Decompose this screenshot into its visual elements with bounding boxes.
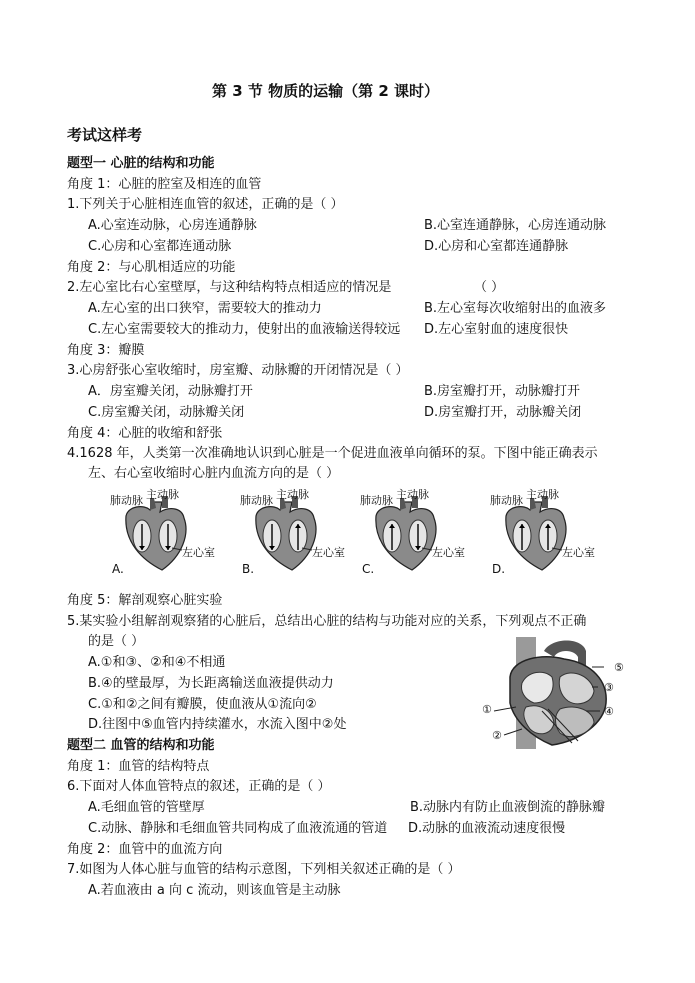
q2-option-c: C.左心室需要较大的推动力，使射出的血液输送得较远: [88, 322, 401, 337]
q1-option-b: B.心室连通静脉，心房连通动脉: [424, 218, 607, 233]
pulmonary-artery-label: 肺动脉: [490, 494, 523, 507]
question-4-cont: 左、右心室收缩时心脏内血流方向的是（ ）: [88, 466, 340, 481]
question-2: 2.左心室比右心室壁厚，与这种结构特点相适应的情况是: [67, 280, 392, 295]
q4-heart-option: [240, 488, 350, 576]
q7-option-a: A.若血液由 a 向 c 流动，则该血管是主动脉: [88, 883, 341, 898]
q6-option-a: A.毛细血管的管壁厚: [88, 800, 205, 815]
option-letter: D.: [492, 562, 506, 576]
pulmonary-artery-label: 肺动脉: [110, 494, 143, 507]
q3-option-a: A．房室瓣关闭，动脉瓣打开: [88, 384, 253, 399]
angle-heading: 角度 2：与心肌相适应的功能: [67, 260, 236, 275]
q1-option-a: A.心室连动脉，心房连通静脉: [88, 218, 257, 233]
option-letter: C.: [362, 562, 375, 576]
q5-option-a: A.①和③、②和④不相通: [88, 655, 226, 670]
question-5-cont: 的是（ ）: [88, 634, 145, 649]
q5-heart-diagram: [482, 637, 632, 749]
question-7: 7.如图为人体心脏与血管的结构示意图，下列相关叙述正确的是（ ）: [67, 862, 461, 877]
aorta-label: 主动脉: [276, 488, 309, 501]
pulmonary-artery-label: 肺动脉: [240, 494, 273, 507]
q4-heart-option: [110, 488, 220, 576]
q6-option-d: D.动脉的血液流动速度很慢: [408, 821, 566, 836]
angle-heading: 角度 1：心脏的腔室及相连的血管: [67, 177, 262, 192]
q4-heart-option: [490, 488, 600, 576]
aorta-label: 主动脉: [396, 488, 429, 501]
left-ventricle-label: 左心室: [312, 546, 345, 559]
q2-option-b: B.左心室每次收缩射出的血液多: [424, 301, 607, 316]
aorta-label: 主动脉: [526, 488, 559, 501]
q5-option-d: D.往图中⑤血管内持续灌水，水流入图中②处: [88, 717, 347, 732]
q4-heart-option: [360, 488, 470, 576]
q6-option-c: C.动脉、静脉和毛细血管共同构成了血液流通的管道: [88, 821, 388, 836]
question-4: 4.1628 年，人类第一次准确地认识到心脏是一个促进血液单向循环的泵。下图中能正确表示: [67, 446, 598, 461]
question-2-paren: （ ）: [474, 280, 505, 295]
label-3: ③: [604, 681, 614, 694]
q1-option-c: C.心房和心室都连通动脉: [88, 239, 232, 254]
q3-option-c: C.房室瓣关闭，动脉瓣关闭: [88, 405, 245, 420]
angle-heading: 角度 2：血管中的血流方向: [67, 842, 223, 857]
label-1: ①: [482, 703, 492, 716]
q1-option-d: D.心房和心室都连通静脉: [424, 239, 569, 254]
aorta-label: 主动脉: [146, 488, 179, 501]
type-heading-1: 题型一 心脏的结构和功能: [67, 156, 215, 171]
left-ventricle-label: 左心室: [432, 546, 465, 559]
question-1: 1.下列关于心脏相连血管的叙述，正确的是（ ）: [67, 197, 344, 212]
label-4: ④: [604, 705, 614, 718]
q3-option-d: D.房室瓣打开，动脉瓣关闭: [424, 405, 582, 420]
section-heading: 考试这样考: [67, 126, 143, 144]
left-ventricle-label: 左心室: [562, 546, 595, 559]
angle-heading: 角度 1：血管的结构特点: [67, 759, 210, 774]
question-5: 5.某实验小组解剖观察猪的心脏后，总结出心脏的结构与功能对应的关系，下列观点不正确: [67, 614, 587, 629]
angle-heading: 角度 3：瓣膜: [67, 343, 145, 358]
page-title: 第 3 节 物质的运输（第 2 课时）: [212, 82, 439, 100]
left-ventricle-label: 左心室: [182, 546, 215, 559]
q5-option-c: C.①和②之间有瓣膜，使血液从①流向②: [88, 697, 317, 712]
q3-option-b: B.房室瓣打开，动脉瓣打开: [424, 384, 581, 399]
question-6: 6.下面对人体血管特点的叙述，正确的是（ ）: [67, 779, 331, 794]
angle-heading: 角度 5：解剖观察心脏实验: [67, 593, 223, 608]
q2-option-d: D.左心室射血的速度很快: [424, 322, 569, 337]
option-letter: B.: [242, 562, 255, 576]
angle-heading: 角度 4：心脏的收缩和舒张: [67, 426, 223, 441]
question-3: 3.心房舒张心室收缩时，房室瓣、动脉瓣的开闭情况是（ ）: [67, 363, 409, 378]
type-heading-2: 题型二 血管的结构和功能: [67, 738, 215, 753]
q5-option-b: B.④的壁最厚，为长距离输送血液提供动力: [88, 676, 334, 691]
pulmonary-artery-label: 肺动脉: [360, 494, 393, 507]
option-letter: A.: [112, 562, 124, 576]
label-2: ②: [492, 729, 502, 742]
q6-option-b: B.动脉内有防止血液倒流的静脉瓣: [410, 800, 606, 815]
q2-option-a: A.左心室的出口狭窄，需要较大的推动力: [88, 301, 322, 316]
label-5: ⑤: [614, 661, 624, 674]
